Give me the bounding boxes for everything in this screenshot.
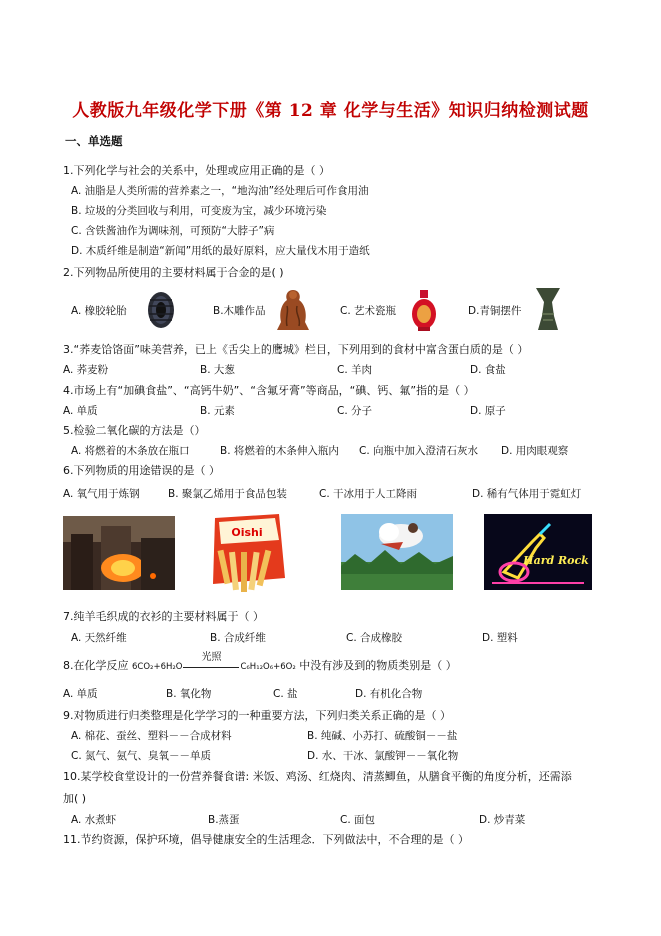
question-4-option-b[interactable]: B. 元素 <box>200 405 235 417</box>
reaction-arrow <box>183 652 239 671</box>
question-11-stem: 11.节约资源，保护环境，倡导健康安全的生活理念．下列做法中，不合理的是（ ） <box>63 833 469 846</box>
question-3-stem: 3.“荞麦饸饹面”味美营养，已上《舌尖上的鹰城》栏目，下列用到的食材中富含蛋白质的是（ ） <box>63 343 529 356</box>
question-9-stem: 9.对物质进行归类整理是化学学习的一种重要方法，下列归类关系正确的是（ ） <box>63 709 451 722</box>
question-6-stem: 6.下列物质的用途错误的是（ ） <box>63 464 220 477</box>
question-8-option-c[interactable]: C. 盐 <box>273 688 298 700</box>
question-6-option-c[interactable]: C. 干冰用于人工降雨 <box>319 488 418 500</box>
question-4-option-a[interactable]: A. 单质 <box>63 405 98 417</box>
question-7-option-c[interactable]: C. 合成橡胶 <box>346 632 403 644</box>
cloud-seeding-image <box>341 514 453 590</box>
bronze-vessel-image <box>534 286 562 332</box>
question-6-option-a[interactable]: A. 氧气用于炼钢 <box>63 488 140 500</box>
question-10-stem-line1: 10.某学校食堂设计的一份营养餐食谱: 米饭、鸡汤、红烧肉、清蒸鲫鱼，从膳食平衡的角度分析，还需添 <box>63 770 572 783</box>
question-3-option-c[interactable]: C. 羊肉 <box>337 364 373 376</box>
question-8-stem <box>63 652 457 674</box>
question-1-option-a[interactable]: A. 油脂是人类所需的营养素之一，“地沟油”经处理后可作食用油 <box>71 185 369 197</box>
question-10-option-c[interactable]: C. 面包 <box>340 814 376 826</box>
question-5-option-a[interactable]: A. 将燃着的木条放在瓶口 <box>71 445 190 457</box>
neon-sign-image <box>484 514 592 590</box>
neon-sign-text: Hard Rock <box>523 554 589 567</box>
question-10-option-d[interactable]: D. 炒青菜 <box>479 814 526 826</box>
question-8-option-d[interactable]: D. 有机化合物 <box>355 688 423 700</box>
page-title: 人教版九年级化学下册《第 12 章 化学与生活》知识归纳检测试题 <box>72 101 589 121</box>
question-3-option-b[interactable]: B. 大葱 <box>200 364 235 376</box>
reaction-products: C₆H₁₂O₆+6O₂ <box>240 662 296 672</box>
tire-image <box>145 290 177 330</box>
snack-bag-image <box>205 512 289 596</box>
question-4-option-d[interactable]: D. 原子 <box>470 405 506 417</box>
question-5-stem: 5.检验二氧化碳的方法是（） <box>63 424 206 437</box>
question-8-option-a[interactable]: A. 单质 <box>63 688 98 700</box>
question-8-suffix: 中没有涉及到的物质类别是（ ） <box>299 659 457 672</box>
question-9-option-d[interactable]: D. 水、干冰、氯酸钾－－氧化物 <box>307 750 459 762</box>
question-10-stem-line2: 加( ) <box>63 792 87 805</box>
porcelain-vase-image <box>410 288 438 332</box>
question-3-option-a[interactable]: A. 荞麦粉 <box>63 364 109 376</box>
question-8-prefix: 8.在化学反应 <box>63 659 129 672</box>
question-3-option-d[interactable]: D. 食盐 <box>470 364 506 376</box>
snack-brand-label: Oishi <box>231 526 263 539</box>
question-4-option-c[interactable]: C. 分子 <box>337 405 373 417</box>
question-7-option-b[interactable]: B. 合成纤维 <box>210 632 266 644</box>
question-5-option-b[interactable]: B. 将燃着的木条伸入瓶内 <box>220 445 339 457</box>
question-9-option-b[interactable]: B. 纯碱、小苏打、硫酸铜－－盐 <box>307 730 458 742</box>
question-7-option-d[interactable]: D. 塑料 <box>482 632 518 644</box>
wood-carving-image <box>275 286 311 332</box>
question-2-option-a[interactable]: A. 橡胶轮胎 <box>71 305 127 317</box>
question-9-option-a[interactable]: A. 棉花、蚕丝、塑料－－合成材料 <box>71 730 232 742</box>
question-5-option-d[interactable]: D. 用肉眼观察 <box>501 445 569 457</box>
question-2-option-b[interactable]: B.木雕作品 <box>213 305 266 317</box>
question-1-option-d[interactable]: D. 木质纤维是制造“新闻”用纸的最好原料，应大量伐木用于造纸 <box>71 245 370 257</box>
question-6-option-d[interactable]: D. 稀有气体用于霓虹灯 <box>472 488 582 500</box>
section-heading: 一、单选题 <box>65 134 123 148</box>
reaction-reactants: 6CO₂+6H₂O <box>132 662 183 672</box>
question-5-option-c[interactable]: C. 向瓶中加入澄清石灰水 <box>359 445 479 457</box>
question-2-option-d[interactable]: D.青铜摆件 <box>468 305 522 317</box>
question-10-option-a[interactable]: A. 水煮虾 <box>71 814 117 826</box>
question-1-stem: 1.下列化学与社会的关系中，处理或应用正确的是（ ） <box>63 164 330 177</box>
question-1-option-b[interactable]: B. 垃圾的分类回收与利用，可变废为宝，减少环境污染 <box>71 205 327 217</box>
question-8-option-b[interactable]: B. 氧化物 <box>166 688 212 700</box>
question-9-option-c[interactable]: C. 氮气、氨气、臭氧－－单质 <box>71 750 212 762</box>
question-2-option-c[interactable]: C. 艺术瓷瓶 <box>340 305 397 317</box>
steel-furnace-image <box>63 516 175 590</box>
question-7-option-a[interactable]: A. 天然纤维 <box>71 632 127 644</box>
question-7-stem: 7.纯羊毛织成的衣衫的主要材料属于（ ） <box>63 610 264 623</box>
question-4-stem: 4.市场上有“加碘食盐”、“高钙牛奶”、“含氟牙膏”等商品，“碘、钙、氟”指的是（ ） <box>63 384 475 397</box>
reaction-condition: 光照 <box>201 652 222 663</box>
question-1-option-c[interactable]: C. 含铁酱油作为调味剂，可预防“大脖子”病 <box>71 225 275 237</box>
question-2-stem: 2.下列物品所使用的主要材料属于合金的是( ) <box>63 266 284 279</box>
question-6-option-b[interactable]: B. 聚氯乙烯用于食品包装 <box>168 488 287 500</box>
question-10-option-b[interactable]: B.蒸蛋 <box>208 814 240 826</box>
